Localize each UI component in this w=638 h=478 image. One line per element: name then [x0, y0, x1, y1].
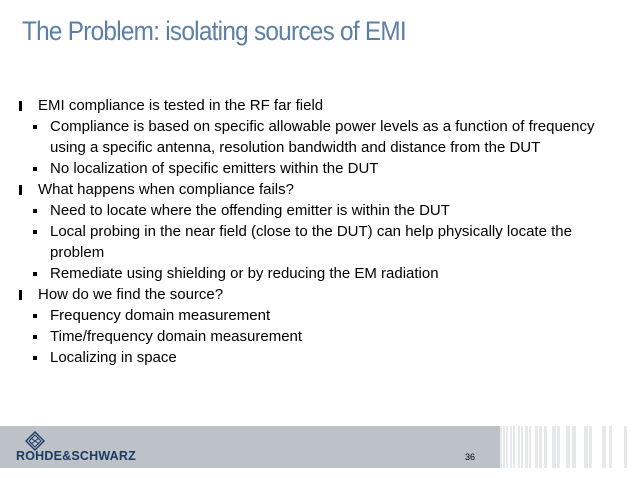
bullet-text: Local probing in the near field (close to the DUT) can help physically locate the problem: [50, 223, 572, 261]
bullet-text: How do we find the source?: [38, 286, 224, 303]
bullet-text: Localizing in space: [50, 349, 177, 366]
square-bullet-icon: [33, 125, 37, 129]
bullet-text: Need to locate where the offending emitter is within the DUT: [50, 202, 450, 219]
square-bullet-icon: [33, 356, 37, 360]
bar-bullet-icon: [19, 185, 22, 195]
bullet-level2: [16, 200, 601, 221]
square-bullet-icon: [33, 209, 37, 213]
slide-title: The Problem: isolating sources of EMI: [22, 16, 406, 46]
bullet-text: Time/frequency domain measurement: [50, 328, 303, 345]
bullet-list: [16, 95, 601, 368]
bullet-text: Frequency domain measurement: [50, 307, 271, 324]
bullet-level2: [16, 158, 601, 179]
bottom-strip: [0, 468, 638, 478]
bullet-text: No localization of specific emitters within the DUT: [50, 160, 379, 177]
bullet-level2: [16, 305, 601, 326]
square-bullet-icon: [33, 335, 37, 339]
page-number: 36: [464, 452, 475, 462]
brand-logo: ROHDE&SCHWARZ: [16, 449, 136, 463]
square-bullet-icon: [33, 272, 37, 276]
square-bullet-icon: [33, 167, 37, 171]
bullet-level2: [16, 116, 601, 158]
bullet-text: Remediate using shielding or by reducing the EM radiation: [50, 265, 439, 282]
bar-bullet-icon: [19, 290, 22, 300]
square-bullet-icon: [33, 314, 37, 318]
square-bullet-icon: [33, 230, 37, 234]
bullet-level2: [16, 326, 601, 347]
bullet-level2: [16, 263, 601, 284]
bullet-text: Compliance is based on specific allowable power levels as a function of frequency using a specific antenna, resolution bandwidth and distance from the DUT: [50, 118, 595, 156]
bar-bullet-icon: [19, 101, 22, 111]
bullet-level1: [16, 95, 601, 116]
bullet-level1: [16, 284, 601, 305]
bullet-text: What happens when compliance fails?: [38, 181, 294, 198]
bullet-text: EMI compliance is tested in the RF far field: [38, 97, 324, 114]
bullet-level1: [16, 179, 601, 200]
rohde-schwarz-diamond-icon: [24, 431, 46, 451]
barcode-decoration: [500, 426, 638, 468]
bullet-level2: [16, 221, 601, 263]
bullet-level2: [16, 347, 601, 368]
